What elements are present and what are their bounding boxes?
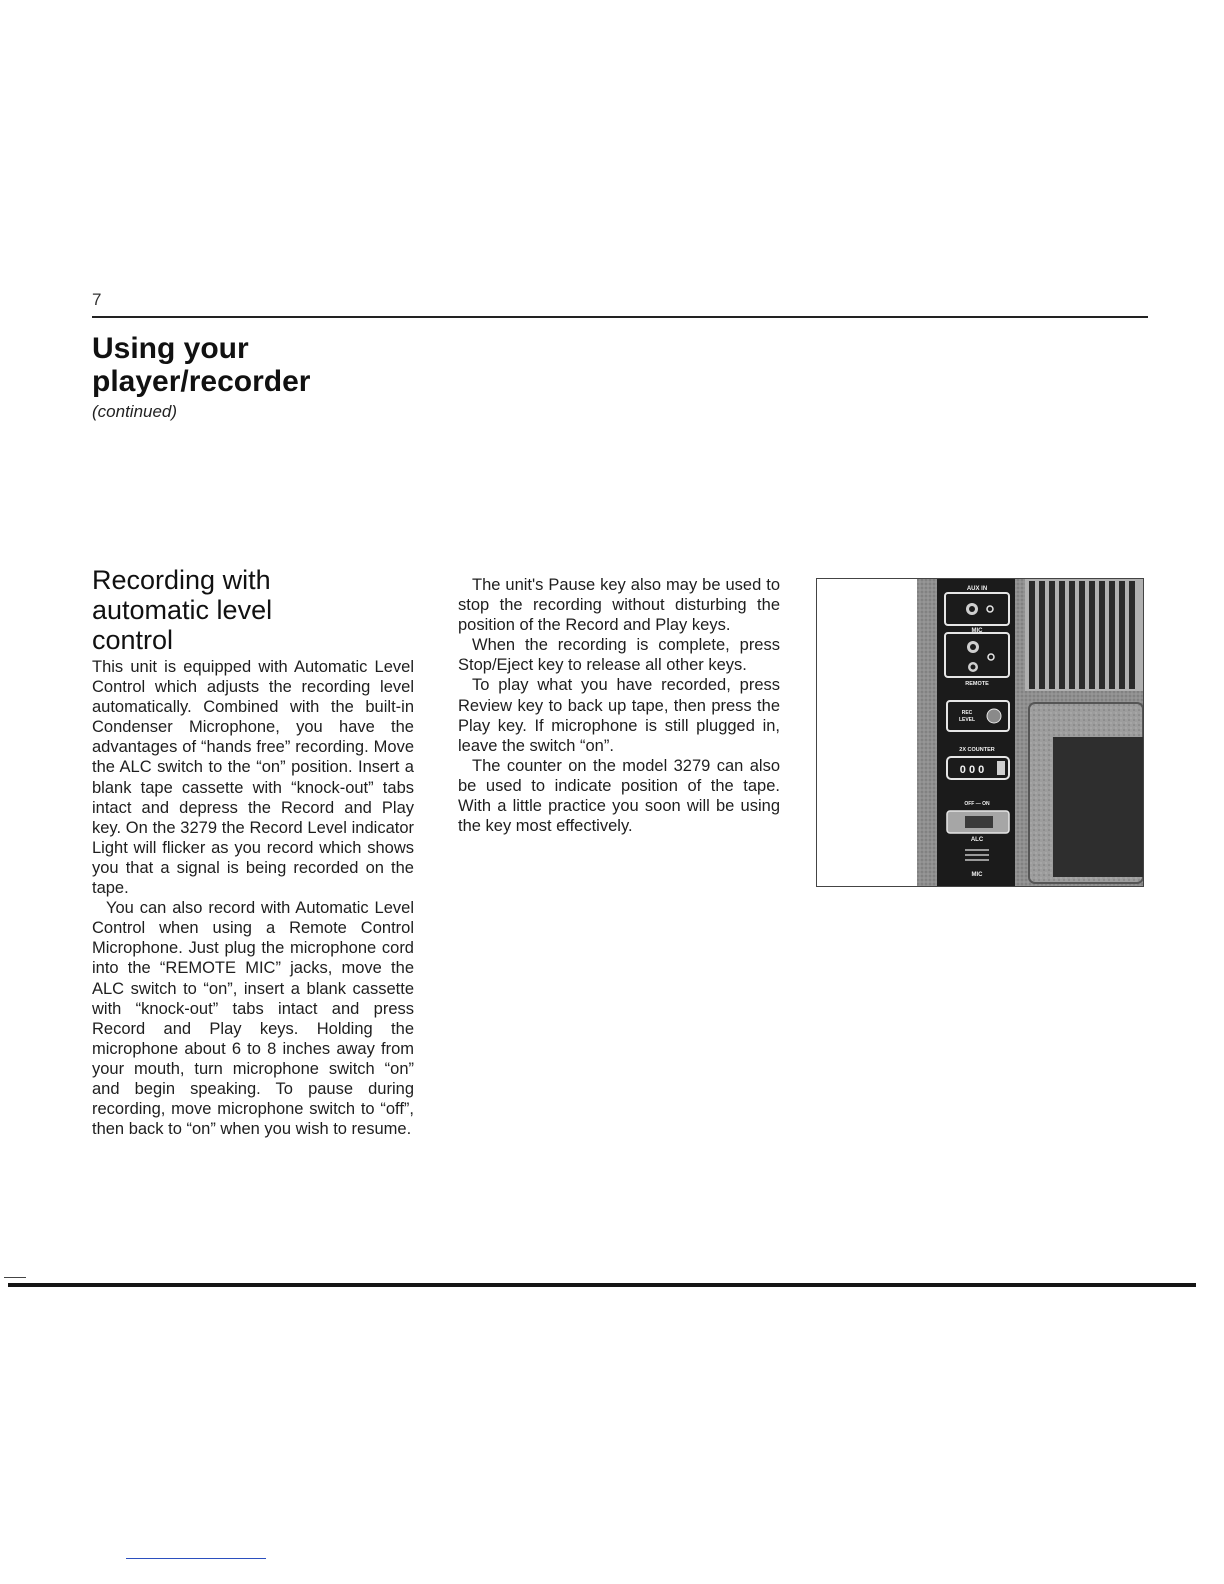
header-rule [92, 316, 1148, 318]
left-column [92, 657, 414, 1139]
section-heading [92, 565, 412, 655]
counter-label: 2X COUNTER [959, 747, 995, 753]
paragraph: You can also record with Automatic Level Control when using a Remote Control Microphone. Just plug the microphone cord into the “REMOTE MIC” jacks, move the ALC switch to “on”, insert a blank cassette with “knock-out” tabs intact and press Record and Play keys. Holding the microphone about 6 to 8 inches away from your mouth, turn microphone switch “on” and begin speaking. To pause during recording, move microphone switch to “off”, then back to “on” when you wish to resume. [92, 899, 414, 1139]
section-heading-line-2: automatic level [92, 595, 273, 625]
speaker-grille [1025, 579, 1143, 691]
aux-in-label: AUX IN [966, 586, 988, 592]
scan-mark [4, 1277, 26, 1278]
mic-label: MIC [971, 628, 983, 634]
paragraph: The counter on the model 3279 can also be used to indicate position of the tape. With a little practice you soon will be using the key most effectively. [458, 756, 780, 836]
right-column [458, 575, 780, 836]
rec-label: REC [961, 710, 973, 716]
recorder-panel-photo [816, 578, 1144, 887]
microphone-grille [965, 849, 989, 861]
footer-rule [8, 1283, 1196, 1287]
off-on-label: OFF — ON [964, 801, 990, 807]
recorder-panel-illustration [817, 579, 1143, 886]
counter-digits: 0 0 0 [959, 764, 985, 776]
page-title-line-2: player/recorder [92, 365, 311, 398]
page-title [92, 332, 310, 398]
alc-switch [947, 811, 1009, 833]
paragraph: This unit is equipped with Automatic Level Control which adjusts the recording level automatically. Combined with the built-in Condenser Microphone, you have the advantages of “hands free” recording. Move the ALC switch to the “on” position. Insert a blank tape cassette with “knock-out” tabs intact and depress the Record and Play key. On the 3279 the Record Level indicator Light will flicker as you record which shows you that a signal is being recorded on the tape. [92, 658, 414, 898]
section-heading-line-1: Recording with [92, 565, 271, 595]
page-title-line-1: Using your [92, 332, 249, 365]
remote-label: REMOTE [965, 681, 989, 687]
page-subtitle: (continued) [92, 402, 178, 421]
mic-bottom-label: MIC [971, 872, 983, 878]
paragraph: To play what you have recorded, press Review key to back up tape, then press the Play key. If microphone is still plugged in, leave the switch “on”. [458, 676, 780, 755]
page-number: 7 [92, 290, 102, 309]
footer-underline [126, 1558, 266, 1559]
level-label: LEVEL [958, 717, 976, 723]
alc-label: ALC [970, 837, 984, 843]
paragraph: The unit's Pause key also may be used to stop the recording without disturbing the position of the Record and Play keys. [458, 576, 780, 635]
cassette-window [1053, 737, 1143, 877]
section-heading-line-3: control [92, 625, 174, 655]
paragraph: When the recording is complete, press Stop/Eject key to release all other keys. [458, 636, 780, 675]
